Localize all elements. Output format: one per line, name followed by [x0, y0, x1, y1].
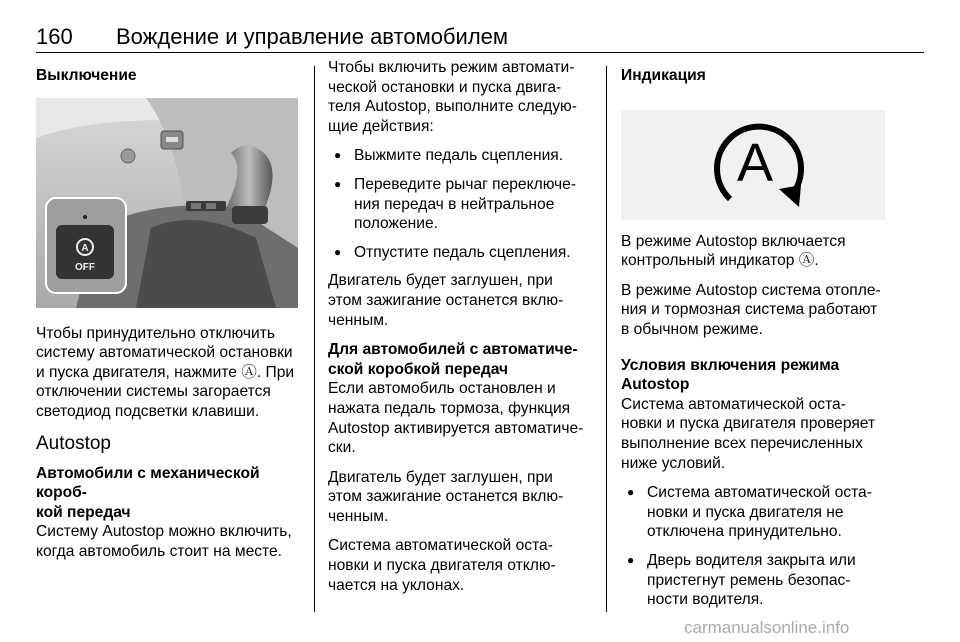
off-button-label: OFF — [75, 261, 95, 273]
list-item: ● Система автоматической оста- новки и пуска двигателя не отключена принудительно. — [621, 483, 889, 542]
column-divider — [314, 66, 315, 612]
paragraph: Если автомобиль остановлен и нажата педаль тормоза, функция Autostop активируется автоматиче- ски. — [328, 380, 584, 457]
bullet-list — [621, 483, 889, 610]
paragraph: В режиме Autostop система отопле- ния и тормозная система работают в обычном режиме. — [621, 281, 881, 338]
indicator-letter: A — [736, 132, 774, 193]
list-item: ● Выжмите педаль сцепления. — [328, 146, 592, 166]
column-2 — [328, 58, 592, 605]
list-item: ● Переведите рычаг переключе- ния передач в нейтральное положение. — [328, 175, 592, 234]
paragraph: В режиме Autostop включается контрольный индикатор Ⓐ. — [621, 232, 846, 270]
figure-letter: A — [81, 242, 89, 254]
list-item: ● Дверь водителя закрыта или пристегнут ремень безопас- ности водителя. — [621, 551, 889, 610]
column-3 — [621, 58, 889, 619]
bullet-list — [328, 146, 592, 262]
page-header — [36, 24, 924, 54]
paragraph: Система автоматической оста- новки и пуска двигателя отклю- чается на уклонах. — [328, 537, 556, 594]
page-number: 160 — [36, 24, 73, 49]
column-1 — [36, 58, 300, 572]
autostop-indicator-icon — [621, 110, 885, 220]
paragraph: Двигатель будет заглушен, при этом зажигание останется вклю- ченным. — [328, 272, 564, 329]
section-title-shutdown: Выключение — [36, 67, 137, 84]
subheading-conditions: Условия включения режима Autostop — [621, 356, 840, 394]
paragraph: Систему Autostop можно включить, когда автомобиль стоит на месте. — [36, 523, 292, 560]
paragraph: Чтобы принудительно отключить систему автоматической остановки и пуска двигателя, нажмите Ⓐ. При отключении системы загорается светодиод подсветки клавиши. — [36, 324, 295, 420]
list-item: ● Отпустите педаль сцепления. — [328, 243, 592, 263]
gearshift-photo — [36, 98, 298, 308]
subheading-automatic: Для автомобилей с автоматиче- ской коробкой передач — [328, 341, 578, 378]
subheading-manual: Автомобили с механической короб- кой передач — [36, 464, 260, 521]
paragraph: Система автоматической оста- новки и пуска двигателя проверяет выполнение всех перечисленных ниже условий. — [621, 395, 876, 472]
section-title-indication: Индикация — [621, 67, 706, 84]
column-divider — [606, 66, 607, 612]
page-title: Вождение и управление автомобилем — [116, 24, 509, 49]
paragraph: Двигатель будет заглушен, при этом зажигание останется вклю- ченным. — [328, 468, 564, 525]
watermark: carmanualsonline.info — [684, 618, 850, 637]
section-heading-autostop: Autostop — [36, 432, 111, 454]
paragraph: Чтобы включить режим автомати- ческой остановки и пуска двига- теля Autostop, выполните следую- щие действия: — [328, 59, 577, 135]
header-rule — [36, 52, 924, 53]
